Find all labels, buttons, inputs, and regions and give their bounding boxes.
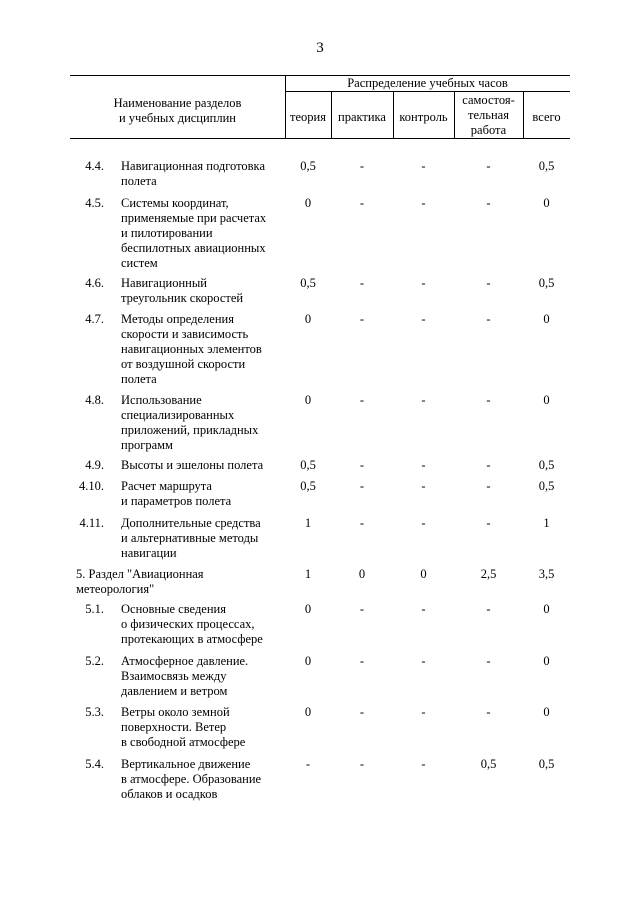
theory-hours: 0 [304, 654, 312, 668]
row-number: 4.11. [79, 516, 104, 530]
total-hours: 0,5 [538, 458, 555, 472]
row-number: 4.10. [79, 479, 104, 493]
self-work-hours: - [486, 479, 491, 493]
discipline-name: Вертикальное движение [121, 757, 251, 771]
total-hours: 0 [543, 654, 550, 668]
row-number: 5.1. [85, 602, 104, 616]
row-number: 4.6. [85, 276, 104, 290]
discipline-name: о физических процессах, [121, 617, 255, 631]
control-hours: - [421, 602, 426, 616]
self-work-hours: 2,5 [480, 567, 497, 581]
header-name-line1: Наименование разделов [113, 96, 242, 110]
practice-hours: - [359, 516, 365, 530]
header-name-line2: и учебных дисциплин [118, 111, 236, 125]
control-hours: - [421, 276, 426, 290]
header-self-work-line2: тельная [468, 108, 509, 122]
total-hours: 0 [543, 393, 550, 407]
row-number: 5.2. [85, 654, 104, 668]
control-hours: - [421, 705, 426, 719]
practice-hours: - [359, 602, 365, 616]
row-number: 5.4. [85, 757, 104, 771]
discipline-name: Основные сведения [121, 602, 226, 616]
discipline-name: скорости и зависимость [121, 327, 249, 341]
total-hours: 0 [543, 602, 550, 616]
total-hours: 0,5 [538, 159, 555, 173]
discipline-name: в свободной атмосфере [121, 735, 246, 749]
discipline-name: систем [121, 256, 158, 270]
discipline-name: Высоты и эшелоны полета [121, 458, 264, 472]
row-number: 5.3. [85, 705, 104, 719]
row-number: 4.5. [85, 196, 104, 210]
discipline-name: Расчет маршрута [121, 479, 212, 493]
header-distribution: Распределение учебных часов [347, 76, 508, 90]
total-hours: 0,5 [538, 276, 555, 290]
discipline-name: Навигационный [121, 276, 207, 290]
total-hours: 3,5 [538, 567, 555, 581]
discipline-name: поверхности. Ветер [121, 720, 227, 734]
discipline-name: Методы определения [121, 312, 234, 326]
discipline-name: Взаимосвязь между [121, 669, 227, 683]
discipline-name: Дополнительные средства [121, 516, 261, 530]
self-work-hours: - [486, 276, 491, 290]
control-hours: - [421, 654, 426, 668]
theory-hours: 0,5 [300, 276, 316, 290]
control-hours: - [421, 196, 426, 210]
row-number: 4.4. [85, 159, 104, 173]
practice-hours: - [359, 757, 365, 771]
discipline-name: навигации [121, 546, 177, 560]
self-work-hours: - [486, 393, 491, 407]
header-self-work-line3: работа [470, 123, 507, 137]
section-title: метеорология" [76, 582, 155, 596]
discipline-name: протекающих в атмосфере [121, 632, 263, 646]
practice-hours: - [359, 654, 365, 668]
discipline-name: приложений, прикладных [121, 423, 259, 437]
discipline-name: Системы координат, [121, 196, 229, 210]
discipline-name: полета [121, 372, 157, 386]
total-hours: 0,5 [538, 479, 555, 493]
discipline-name: и параметров полета [121, 494, 232, 508]
header-practice: практика [338, 110, 386, 124]
total-hours: 1 [543, 516, 550, 530]
discipline-name: в атмосфере. Образование [121, 772, 262, 786]
theory-hours: 0 [304, 393, 312, 407]
header-theory: теория [290, 110, 326, 124]
theory-hours: 1 [304, 516, 312, 530]
control-hours: - [421, 479, 426, 493]
discipline-name: и альтернативные методы [121, 531, 259, 545]
page-number: 3 [316, 40, 324, 56]
theory-hours: - [305, 757, 311, 771]
self-work-hours: - [486, 196, 491, 210]
self-work-hours: - [486, 516, 491, 530]
header-total: всего [532, 110, 561, 124]
theory-hours: 0 [304, 602, 312, 616]
theory-hours: 0,5 [300, 159, 316, 173]
total-hours: 0,5 [538, 757, 555, 771]
discipline-name: от воздушной скорости [121, 357, 246, 371]
control-hours: - [421, 516, 426, 530]
total-hours: 0 [543, 312, 550, 326]
total-hours: 0 [543, 196, 550, 210]
practice-hours: - [359, 159, 365, 173]
theory-hours: 0,5 [300, 458, 316, 472]
practice-hours: - [359, 479, 365, 493]
discipline-name: Атмосферное давление. [121, 654, 249, 668]
header-self-work-line1: самостоя- [462, 93, 515, 107]
header-control: контроль [399, 110, 448, 124]
theory-hours: 0,5 [300, 479, 316, 493]
control-hours: - [421, 312, 426, 326]
control-hours: - [421, 159, 426, 173]
practice-hours: - [359, 196, 365, 210]
discipline-name: полета [121, 174, 157, 188]
discipline-name: беспилотных авиационных [121, 241, 266, 255]
discipline-name: давлением и ветром [121, 684, 228, 698]
row-number: 4.8. [85, 393, 104, 407]
control-hours: - [421, 757, 426, 771]
control-hours: 0 [420, 567, 427, 581]
practice-hours: 0 [358, 567, 366, 581]
self-work-hours: - [486, 159, 491, 173]
row-number: 4.7. [85, 312, 104, 326]
discipline-name: программ [121, 438, 173, 452]
theory-hours: 0 [304, 312, 312, 326]
practice-hours: - [359, 312, 365, 326]
self-work-hours: - [486, 705, 491, 719]
practice-hours: - [359, 705, 365, 719]
self-work-hours: - [486, 602, 491, 616]
control-hours: - [421, 393, 426, 407]
discipline-name: Использование [121, 393, 202, 407]
theory-hours: 0 [304, 705, 312, 719]
theory-hours: 1 [304, 567, 312, 581]
theory-hours: 0 [304, 196, 312, 210]
discipline-name: специализированных [121, 408, 235, 422]
self-work-hours: - [486, 458, 491, 472]
discipline-name: Навигационная подготовка [121, 159, 265, 173]
discipline-name: треугольник скоростей [121, 291, 244, 305]
discipline-name: Ветры около земной [121, 705, 230, 719]
total-hours: 0 [543, 705, 550, 719]
practice-hours: - [359, 276, 365, 290]
discipline-name: и пилотировании [121, 226, 213, 240]
discipline-name: применяемые при расчетах [121, 211, 267, 225]
discipline-name: облаков и осадков [121, 787, 218, 801]
practice-hours: - [359, 393, 365, 407]
discipline-name: навигационных элементов [121, 342, 262, 356]
self-work-hours: - [486, 312, 491, 326]
control-hours: - [421, 458, 426, 472]
practice-hours: - [359, 458, 365, 472]
self-work-hours: - [486, 654, 491, 668]
self-work-hours: 0,5 [480, 757, 497, 771]
row-number: 4.9. [85, 458, 104, 472]
section-title: 5. Раздел "Авиационная [76, 567, 204, 581]
